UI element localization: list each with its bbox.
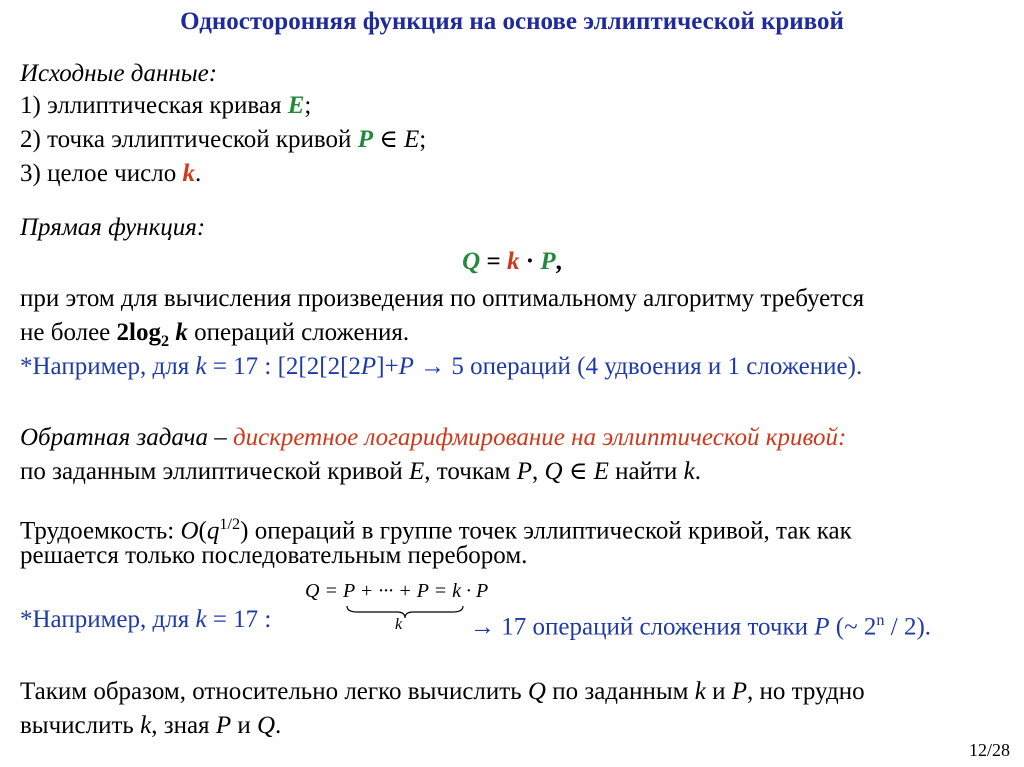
complexity-example-result: → 17 операций сложения точки P (~ 2$^n$ / 2). xyxy=(470,611,932,641)
direct-heading: Прямая функция: xyxy=(20,214,206,241)
input-item-1: 1) эллиптическая кривая E; xyxy=(20,92,312,119)
complexity-text-1: Трудоемкость: $O(q^{1/2})$ операций в группе точек эллиптической кривой, так как xyxy=(20,515,852,545)
conclusion-text-2: вычислить k, зная P и Q. xyxy=(20,712,282,739)
conclusion-text-1: Таким образом, относительно легко вычислить Q по заданным k и P, но трудно xyxy=(20,678,865,705)
brace-formula-text: Q = P + ··· + P = k · P xyxy=(305,580,489,602)
input-heading: Исходные данные: xyxy=(20,60,218,87)
complexity-example: *Например, для k = 17 : xyxy=(20,606,272,633)
direct-formula: Q = k · P, xyxy=(462,248,562,275)
slide-title: Односторонняя функция на основе эллиптической кривой xyxy=(180,8,844,35)
page-number: 12/28 xyxy=(968,740,1010,760)
direct-text-1: при этом для вычисления произведения по оптимальному алгоритму требуется xyxy=(20,285,865,312)
input-item-3: 3) целое число k. xyxy=(20,160,202,187)
direct-example: *Например, для k = 17 : [2[2[2[2P]+P → 5 операций (4 удвоения и 1 сложение). xyxy=(20,353,863,380)
direct-text-2: не более $2\log_2$ k операций сложения. xyxy=(20,319,410,350)
inverse-heading: Обратная задача – дискретное логарифмирование на эллиптической кривой: xyxy=(20,424,847,451)
brace-label: k xyxy=(395,616,403,633)
inverse-text: по заданным эллиптической кривой E, точкам P, Q ∈ E найти k. xyxy=(20,458,701,485)
underbrace-icon xyxy=(345,604,465,620)
input-item-2: 2) точка эллиптической кривой P ∈ E; xyxy=(20,126,427,153)
complexity-text-2: решается только последовательным перебором. xyxy=(20,542,528,569)
